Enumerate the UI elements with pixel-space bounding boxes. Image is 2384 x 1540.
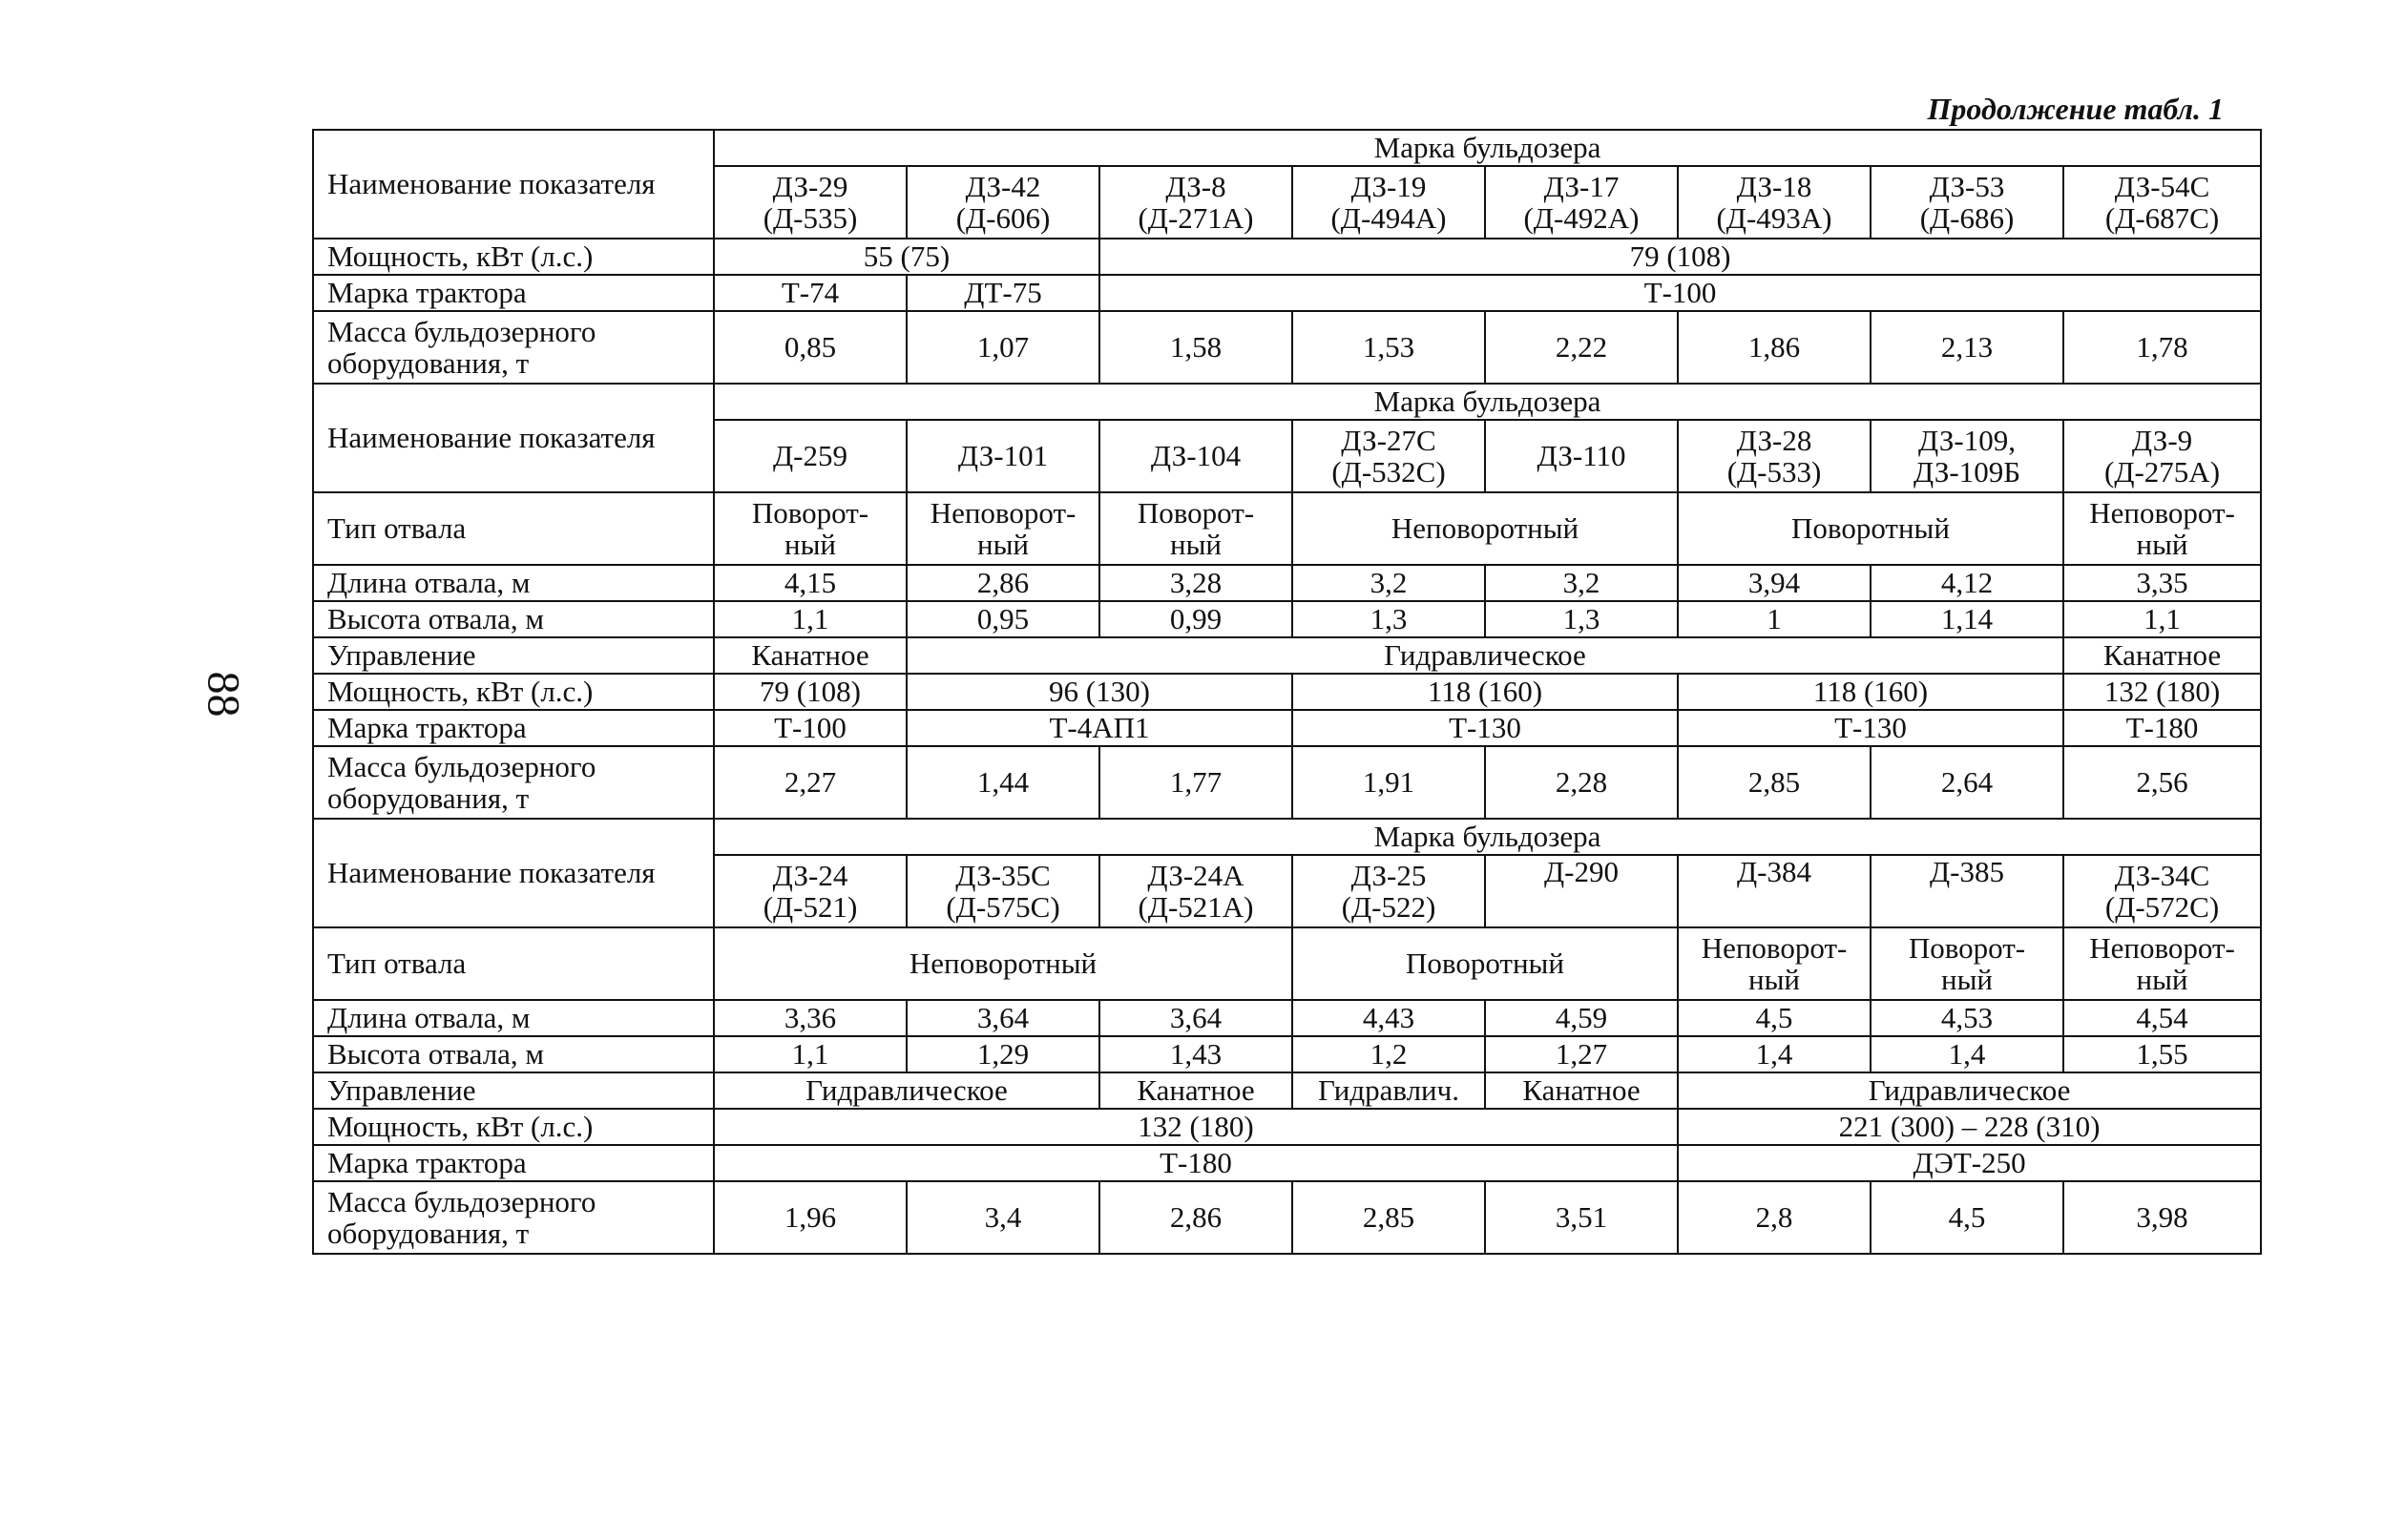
row-label: Масса бульдозерного оборудования, т bbox=[313, 746, 714, 819]
value-cell: 96 (130) bbox=[907, 674, 1292, 710]
value-cell: Т-180 bbox=[714, 1145, 1678, 1181]
value-cell: Неповоротный bbox=[714, 927, 1292, 1000]
value-cell: 3,2 bbox=[1485, 565, 1678, 601]
value-cell: 3,35 bbox=[2063, 565, 2261, 601]
value-cell: Т-180 bbox=[2063, 710, 2261, 746]
bulldozer-specs-table bbox=[312, 129, 2262, 1255]
value-cell: 1 bbox=[1678, 601, 1871, 637]
value-cell: Неповоротный bbox=[1292, 492, 1678, 565]
value-cell: 1,91 bbox=[1292, 746, 1485, 819]
value-cell: 4,43 bbox=[1292, 1000, 1485, 1036]
value-cell: 4,15 bbox=[714, 565, 907, 601]
table-caption: Продолжение табл. 1 bbox=[1927, 92, 2224, 126]
value-cell: 4,12 bbox=[1871, 565, 2063, 601]
value-cell: 2,85 bbox=[1292, 1181, 1485, 1254]
block3-header-label: Наименование показателя bbox=[313, 819, 714, 927]
model-cell: ДЗ-8 (Д-271А) bbox=[1099, 166, 1292, 239]
value-cell: Т-130 bbox=[1678, 710, 2063, 746]
value-cell: Неповорот- ный bbox=[2063, 927, 2261, 1000]
value-cell: 4,5 bbox=[1871, 1181, 2063, 1254]
block2-length-row bbox=[313, 565, 2261, 601]
model-cell: ДЗ-54С (Д-687С) bbox=[2063, 166, 2261, 239]
row-label: Масса бульдозерного оборудования, т bbox=[313, 311, 714, 384]
row-label: Длина отвала, м bbox=[313, 1000, 714, 1036]
value-cell: 0,99 bbox=[1099, 601, 1292, 637]
value-cell: Гидравлическое bbox=[907, 637, 2063, 674]
row-label: Высота отвала, м bbox=[313, 601, 714, 637]
value-cell: 3,28 bbox=[1099, 565, 1292, 601]
model-cell: ДЗ-28 (Д-533) bbox=[1678, 420, 1871, 492]
value-cell: 55 (75) bbox=[714, 239, 1099, 275]
value-cell: 79 (108) bbox=[1099, 239, 2261, 275]
value-cell: 1,1 bbox=[2063, 601, 2261, 637]
model-cell: ДЗ-17 (Д-492А) bbox=[1485, 166, 1678, 239]
block3-blade-type-row bbox=[313, 927, 2261, 1000]
row-label: Масса бульдозерного оборудования, т bbox=[313, 1181, 714, 1254]
model-cell: ДЗ-29 (Д-535) bbox=[714, 166, 907, 239]
value-cell: Канатное bbox=[1099, 1072, 1292, 1109]
block2-blade-type-row bbox=[313, 492, 2261, 565]
value-cell: 1,96 bbox=[714, 1181, 907, 1254]
value-cell: Неповорот- ный bbox=[907, 492, 1099, 565]
value-cell: 1,1 bbox=[714, 1036, 907, 1072]
block3-control-row bbox=[313, 1072, 2261, 1109]
value-cell: 1,2 bbox=[1292, 1036, 1485, 1072]
block2-group-row bbox=[313, 384, 2261, 420]
value-cell: 2,8 bbox=[1678, 1181, 1871, 1254]
block3-length-row bbox=[313, 1000, 2261, 1036]
value-cell: Неповорот- ный bbox=[1678, 927, 1871, 1000]
value-cell: Т-130 bbox=[1292, 710, 1678, 746]
value-cell: 1,58 bbox=[1099, 311, 1292, 384]
block2-header-label: Наименование показателя bbox=[313, 384, 714, 492]
value-cell: Неповорот- ный bbox=[2063, 492, 2261, 565]
model-cell: Д-290 bbox=[1485, 855, 1678, 927]
model-cell: ДЗ-101 bbox=[907, 420, 1099, 492]
value-cell: 3,64 bbox=[907, 1000, 1099, 1036]
block2-control-row bbox=[313, 637, 2261, 674]
model-cell: Д-259 bbox=[714, 420, 907, 492]
value-cell: 1,53 bbox=[1292, 311, 1485, 384]
value-cell: 3,98 bbox=[2063, 1181, 2261, 1254]
block2-height-row bbox=[313, 601, 2261, 637]
value-cell: 2,86 bbox=[907, 565, 1099, 601]
value-cell: Поворот- ный bbox=[714, 492, 907, 565]
value-cell: Гидравлическое bbox=[1678, 1072, 2261, 1109]
value-cell: 1,55 bbox=[2063, 1036, 2261, 1072]
value-cell: 132 (180) bbox=[714, 1109, 1678, 1145]
value-cell: Канатное bbox=[1485, 1072, 1678, 1109]
block1-header-label: Наименование показателя bbox=[313, 130, 714, 239]
model-cell: ДЗ-34С (Д-572С) bbox=[2063, 855, 2261, 927]
value-cell: 1,1 bbox=[714, 601, 907, 637]
row-label: Тип отвала bbox=[313, 927, 714, 1000]
block1-group-label: Марка бульдозера bbox=[714, 130, 2261, 166]
row-label: Мощность, кВт (л.с.) bbox=[313, 239, 714, 275]
model-cell: Д-384 bbox=[1678, 855, 1871, 927]
model-cell: ДЗ-53 (Д-686) bbox=[1871, 166, 2063, 239]
row-label: Мощность, кВт (л.с.) bbox=[313, 674, 714, 710]
block2-tractor-row bbox=[313, 710, 2261, 746]
block1-tractor-row bbox=[313, 275, 2261, 311]
model-cell: ДЗ-19 (Д-494А) bbox=[1292, 166, 1485, 239]
value-cell: 1,3 bbox=[1485, 601, 1678, 637]
value-cell: 2,27 bbox=[714, 746, 907, 819]
value-cell: Канатное bbox=[2063, 637, 2261, 674]
block2-group-label: Марка бульдозера bbox=[714, 384, 2261, 420]
model-cell: ДЗ-9 (Д-275А) bbox=[2063, 420, 2261, 492]
value-cell: 1,43 bbox=[1099, 1036, 1292, 1072]
row-label: Мощность, кВт (л.с.) bbox=[313, 1109, 714, 1145]
model-cell: ДЗ-109, ДЗ-109Б bbox=[1871, 420, 2063, 492]
value-cell: 1,29 bbox=[907, 1036, 1099, 1072]
value-cell: Гидравлическое bbox=[714, 1072, 1099, 1109]
value-cell: 1,4 bbox=[1678, 1036, 1871, 1072]
value-cell: 3,94 bbox=[1678, 565, 1871, 601]
block3-tractor-row bbox=[313, 1145, 2261, 1181]
value-cell: 4,5 bbox=[1678, 1000, 1871, 1036]
block1-mass-row bbox=[313, 311, 2261, 384]
value-cell: Т-4АП1 bbox=[907, 710, 1292, 746]
model-cell: ДЗ-27С (Д-532С) bbox=[1292, 420, 1485, 492]
block1-group-row bbox=[313, 130, 2261, 166]
value-cell: 118 (160) bbox=[1678, 674, 2063, 710]
row-label: Марка трактора bbox=[313, 275, 714, 311]
value-cell: 132 (180) bbox=[2063, 674, 2261, 710]
value-cell: 2,85 bbox=[1678, 746, 1871, 819]
model-cell: Д-385 bbox=[1871, 855, 2063, 927]
value-cell: 1,78 bbox=[2063, 311, 2261, 384]
block3-power-row bbox=[313, 1109, 2261, 1145]
value-cell: 4,59 bbox=[1485, 1000, 1678, 1036]
block3-mass-row bbox=[313, 1181, 2261, 1254]
model-cell: ДЗ-35С (Д-575С) bbox=[907, 855, 1099, 927]
value-cell: Поворот- ный bbox=[1099, 492, 1292, 565]
model-cell: ДЗ-24А (Д-521А) bbox=[1099, 855, 1292, 927]
value-cell: ДТ-75 bbox=[907, 275, 1099, 311]
value-cell: 2,28 bbox=[1485, 746, 1678, 819]
block3-group-row bbox=[313, 819, 2261, 855]
model-cell: ДЗ-110 bbox=[1485, 420, 1678, 492]
value-cell: Т-100 bbox=[714, 710, 907, 746]
value-cell: 1,44 bbox=[907, 746, 1099, 819]
value-cell: 118 (160) bbox=[1292, 674, 1678, 710]
value-cell: 3,36 bbox=[714, 1000, 907, 1036]
value-cell: 2,86 bbox=[1099, 1181, 1292, 1254]
block2-mass-row bbox=[313, 746, 2261, 819]
value-cell: Поворотный bbox=[1292, 927, 1678, 1000]
block3-group-label: Марка бульдозера bbox=[714, 819, 2261, 855]
value-cell: Поворот- ный bbox=[1871, 927, 2063, 1000]
value-cell: 2,64 bbox=[1871, 746, 2063, 819]
row-label: Марка трактора bbox=[313, 710, 714, 746]
value-cell: 2,13 bbox=[1871, 311, 2063, 384]
value-cell: 3,51 bbox=[1485, 1181, 1678, 1254]
value-cell: 1,14 bbox=[1871, 601, 2063, 637]
value-cell: 2,22 bbox=[1485, 311, 1678, 384]
page-number: 88 bbox=[198, 671, 249, 718]
row-label: Управление bbox=[313, 637, 714, 674]
row-label: Высота отвала, м bbox=[313, 1036, 714, 1072]
model-cell: ДЗ-25 (Д-522) bbox=[1292, 855, 1485, 927]
value-cell: 3,2 bbox=[1292, 565, 1485, 601]
value-cell: 3,4 bbox=[907, 1181, 1099, 1254]
value-cell: 1,4 bbox=[1871, 1036, 2063, 1072]
value-cell: Поворотный bbox=[1678, 492, 2063, 565]
row-label: Управление bbox=[313, 1072, 714, 1109]
value-cell: 1,07 bbox=[907, 311, 1099, 384]
model-cell: ДЗ-42 (Д-606) bbox=[907, 166, 1099, 239]
row-label: Тип отвала bbox=[313, 492, 714, 565]
value-cell: Т-74 bbox=[714, 275, 907, 311]
value-cell: 2,56 bbox=[2063, 746, 2261, 819]
value-cell: Канатное bbox=[714, 637, 907, 674]
value-cell: 4,53 bbox=[1871, 1000, 2063, 1036]
value-cell: 1,86 bbox=[1678, 311, 1871, 384]
block1-power-row bbox=[313, 239, 2261, 275]
model-cell: ДЗ-104 bbox=[1099, 420, 1292, 492]
block3-height-row bbox=[313, 1036, 2261, 1072]
value-cell: 1,77 bbox=[1099, 746, 1292, 819]
value-cell: 0,85 bbox=[714, 311, 907, 384]
value-cell: 79 (108) bbox=[714, 674, 907, 710]
value-cell: Т-100 bbox=[1099, 275, 2261, 311]
model-cell: ДЗ-24 (Д-521) bbox=[714, 855, 907, 927]
value-cell: 1,3 bbox=[1292, 601, 1485, 637]
model-cell: ДЗ-18 (Д-493А) bbox=[1678, 166, 1871, 239]
value-cell: 1,27 bbox=[1485, 1036, 1678, 1072]
value-cell: 4,54 bbox=[2063, 1000, 2261, 1036]
value-cell: ДЭТ-250 bbox=[1678, 1145, 2261, 1181]
block2-power-row bbox=[313, 674, 2261, 710]
value-cell: 3,64 bbox=[1099, 1000, 1292, 1036]
row-label: Марка трактора bbox=[313, 1145, 714, 1181]
value-cell: Гидравлич. bbox=[1292, 1072, 1485, 1109]
row-label: Длина отвала, м bbox=[313, 565, 714, 601]
value-cell: 0,95 bbox=[907, 601, 1099, 637]
value-cell: 221 (300) – 228 (310) bbox=[1678, 1109, 2261, 1145]
